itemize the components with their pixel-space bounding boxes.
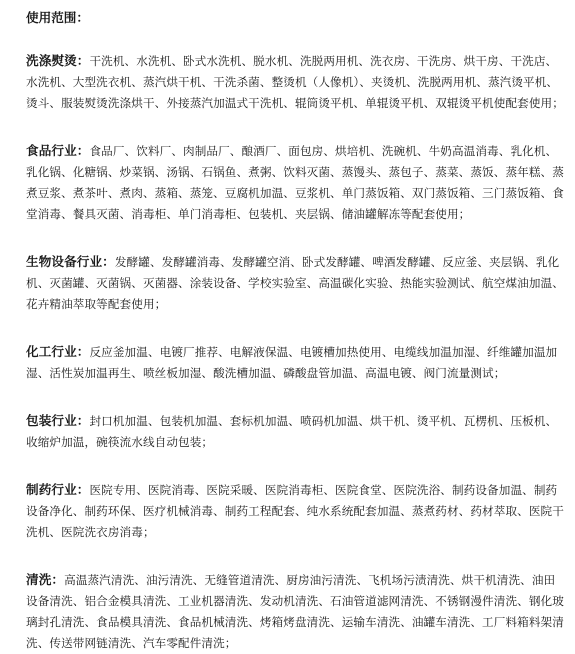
section-label: 洗涤熨烫： (26, 53, 90, 68)
section-label: 包装行业： (26, 413, 90, 428)
section-label: 化工行业： (26, 344, 90, 359)
section-food-industry (26, 140, 565, 225)
section-text: 反应釜加温、电镀厂推荐、电解液保温、电镀槽加热使用、电缆线加温加湿、纤维罐加温加湿、活性炭加温再生、喷丝板加湿、酸洗槽加温、磷酸盘管加温、高温电镀、阀门流量测试； (26, 345, 558, 380)
section-label: 清洗： (26, 572, 65, 587)
section-pharmaceutical (26, 479, 565, 543)
section-chemical-industry (26, 341, 565, 384)
section-bio-equipment (26, 251, 565, 315)
section-label: 食品行业： (26, 143, 90, 158)
section-text: 封口机加温、包装机加温、套标机加温、喷码机加温、烘干机、烫平机、瓦楞机、压板机、收缩炉加温，碗筷流水线自动包装； (26, 414, 558, 449)
section-label: 生物设备行业： (26, 254, 115, 269)
page-title: 使用范围： (26, 10, 89, 25)
section-text: 干洗机、水洗机、卧式水洗机、脱水机、洗脱两用机、洗衣房、干洗房、烘干房、干洗店、水洗机、大型洗衣机、蒸汽烘干机、干洗杀菌、整烫机（人像机）、夹烫机、洗脱两用机、蒸汽烫平机、烫斗、服装熨烫洗涤烘干、外接蒸汽加温式干洗机、辊筒烫平机、单辊烫平机、双辊烫平机使配套使用； (26, 54, 564, 110)
section-laundry (26, 50, 565, 114)
section-text: 发酵罐、发酵罐消毒、发酵罐空消、卧式发酵罐、啤酒发酵罐、反应釜、夹层锅、乳化机、灭菌罐、灭菌锅、灭菌器、涂装设备、学校实验室、高温碳化实验、热能实验测试、航空煤油加温、花卉精油萃取等配套使用； (26, 255, 564, 311)
section-text: 食品厂、饮料厂、肉制品厂、酿酒厂、面包房、烘培机、洗碗机、牛奶高温消毒、乳化机、乳化锅、化糖锅、炒菜锅、汤锅、石锅鱼、煮粥、饮料灭菌、蒸馒头、蒸包子、蒸菜、蒸饭、蒸年糕、蒸煮豆浆、煮茶叶、煮肉、蒸箱、蒸笼、豆腐机加温、豆浆机、单门蒸饭箱、双门蒸饭箱、三门蒸饭箱、食堂消毒、餐具灭菌、消毒柜、单门消毒柜、包装机、夹层锅、储油罐解冻等配套使用； (26, 144, 564, 221)
section-label: 制药行业： (26, 482, 90, 497)
section-packaging (26, 410, 565, 453)
section-cleaning (26, 569, 565, 654)
section-text: 医院专用、医院消毒、医院采暖、医院消毒柜、医院食堂、医院洗浴、制药设备加温、制药设备净化、制药环保、医疗机械消毒、制药工程配套、纯水系统配套加温、蒸煮药材、药材萃取、医院干洗机、医院洗衣房消毒； (26, 483, 564, 539)
section-text: 高温蒸汽清洗、油污清洗、无缝管道清洗、厨房油污清洗、飞机场污渍清洗、烘干机清洗、油田设备清洗、铝合金模具清洗、工业机器清洗、发动机清洗、石油管道滤网清洗、不锈钢漫件清洗、钢化玻璃封孔清洗、食品模具清洗、食品机械清洗、烤箱烤盘清洗、运输车清洗、油罐车清洗、工厂料箱料架清洗、传送带网链清洗、汽车零配件清洗； (26, 573, 564, 650)
